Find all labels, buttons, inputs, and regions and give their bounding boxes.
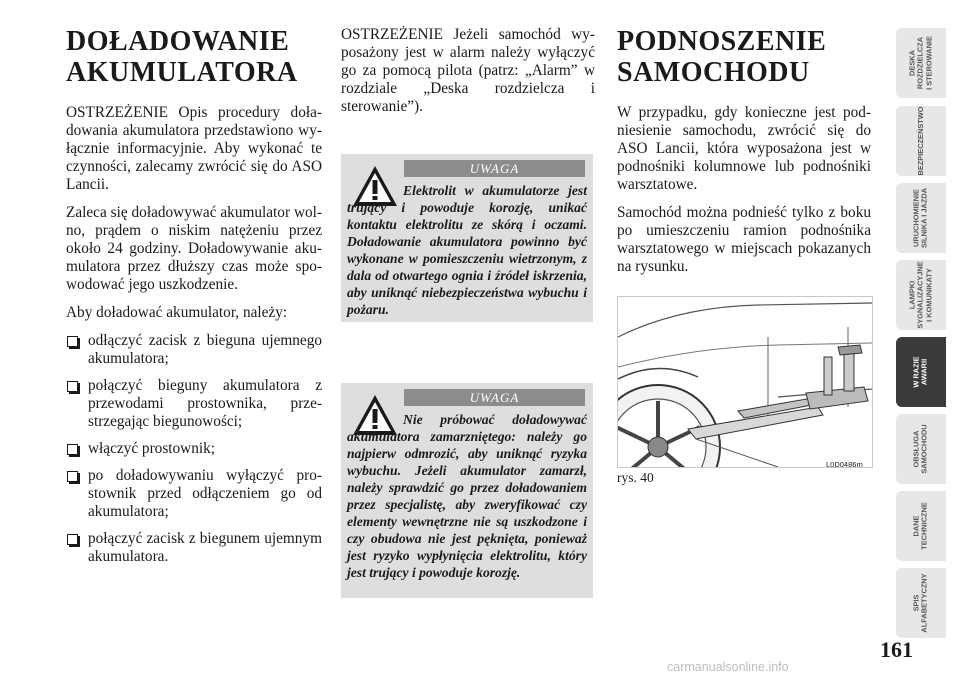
battery-steps-list <box>66 332 322 566</box>
alarm-warning-text: OSTRZEŻENIE Jeżeli samochód wyposażony jest w alarm należy wyłączyć go za pomocą pilota (patrz: „Alarm” w rozdziale „Deska rozdzielcza i sterowanie”). <box>341 26 595 115</box>
section-title-lifting: PODNOSZENIE SAMOCHODU <box>617 26 827 88</box>
battery-charging-section <box>66 26 322 575</box>
tab-technical-data[interactable]: DANE TECHNICZNE <box>896 491 946 561</box>
warning-box-title: UWAGA <box>404 160 585 177</box>
warning-box-title: UWAGA <box>404 389 585 406</box>
car-lift-illustration <box>618 297 872 467</box>
tab-warning-lights[interactable]: LAMPKI SYGNALIZACYJNE I KOMUNIKATY <box>896 260 946 330</box>
battery-intro: OSTRZEŻENIE Opis procedury doładowania akumulatora przedstawiono wyłącznie informacyjnie. Aby wykonać te czynności, zalecamy zwrócić się do ASO Lancii. <box>66 104 322 193</box>
warning-box-frozen-battery <box>341 383 593 598</box>
figure-caption: rys. 40 <box>617 470 654 485</box>
list-item: odłączyć zacisk z bieguna ujemnego akumulatora; <box>66 332 322 368</box>
warning-box-text: Nie próbować doładowywać akumulatora zamarzniętego: należy go najpierw odmrozić, aby uniknąć ryzyka wybuchu. Jeżeli akumulator zamarzł, należy sprawdzić go przez doładowaniem przez specjalistę, aby zweryfikować czy elementy wewnętrzne nie są uszkodzone i czy obudowa nie jest pęknięta, ponieważ jest ryzyko wypłynięcia elektrolitu, który jest trujący i powoduje korozję. <box>347 412 587 580</box>
battery-para-2: Aby doładować akumulator, należy: <box>66 304 288 321</box>
warning-box-electrolyte <box>341 154 593 322</box>
tab-starting-driving[interactable]: URUCHOMIENIE SILNIKA I JAZDA <box>896 183 946 253</box>
tab-maintenance[interactable]: OBSŁUGA SAMOCHODU <box>896 414 946 484</box>
tab-safety[interactable]: BEZPIECZEŃSTWO <box>896 106 946 176</box>
list-item: połączyć bieguny akumulatora z przewodami prostownika, przestrzegając biegunowości; <box>66 377 322 431</box>
checkbox-bullet-icon <box>67 534 78 545</box>
warning-box-text: Elektrolit w akumulatorze jest trujący i powoduje korozję, unikać kontaktu elektrolitu ze skórą i oczami. Doładowanie akumulatora powinno być wykonane w pomieszczeniu wietrzonym, z dala od otwartego ognia i źródeł iskrzenia, aby uniknąć niebezpieczeństwa wybuchu i pożaru. <box>347 183 587 317</box>
figure-code: L0D0486m <box>826 460 863 469</box>
checkbox-bullet-icon <box>67 471 78 482</box>
list-item: włączyć prostownik; <box>66 440 322 458</box>
page-number: 161 <box>880 637 913 662</box>
tab-index[interactable]: SPIS ALFABETYCZNY <box>896 568 946 638</box>
section-title-battery: DOŁADOWANIE AKUMULATORA <box>66 26 298 88</box>
list-item: połączyć zacisk z biegunem ujemnym akumulatora. <box>66 530 322 566</box>
checkbox-bullet-icon <box>67 381 78 392</box>
alarm-warning-section <box>341 26 595 126</box>
lifting-figure <box>617 296 873 468</box>
tab-dashboard[interactable]: DESKA ROZDZIELCZA I STEROWANIE <box>896 28 946 98</box>
checkbox-bullet-icon <box>67 336 78 347</box>
lifting-para-2: Samochód można podnieść tylko z boku po umieszczeniu ramion podnośnika warsztatowego w miejscach pokazanych na rysunku. <box>617 204 871 275</box>
battery-para-1: Zaleca się doładowywać akumulator wolno, prądem o niskim natężeniu przez około 24 godziny. Doładowywanie akumulatora przez dłuższy czas może spowodować jego uszkodzenie. <box>66 204 322 293</box>
tab-emergency[interactable]: W RAZIE AWARII <box>896 337 946 407</box>
checkbox-bullet-icon <box>67 444 78 455</box>
watermark: carmanualsonline.info <box>667 660 789 674</box>
lifting-para-1: W przypadku, gdy konieczne jest podniesienie samochodu, zwrócić się do ASO Lancii, która wyposażona jest w podnośniki kolumnowe lub podnośniki warsztatowe. <box>617 104 871 193</box>
lifting-section <box>617 26 871 286</box>
list-item: po doładowywaniu wyłączyć prostownik przed odłączeniem go od akumulatora; <box>66 467 322 521</box>
